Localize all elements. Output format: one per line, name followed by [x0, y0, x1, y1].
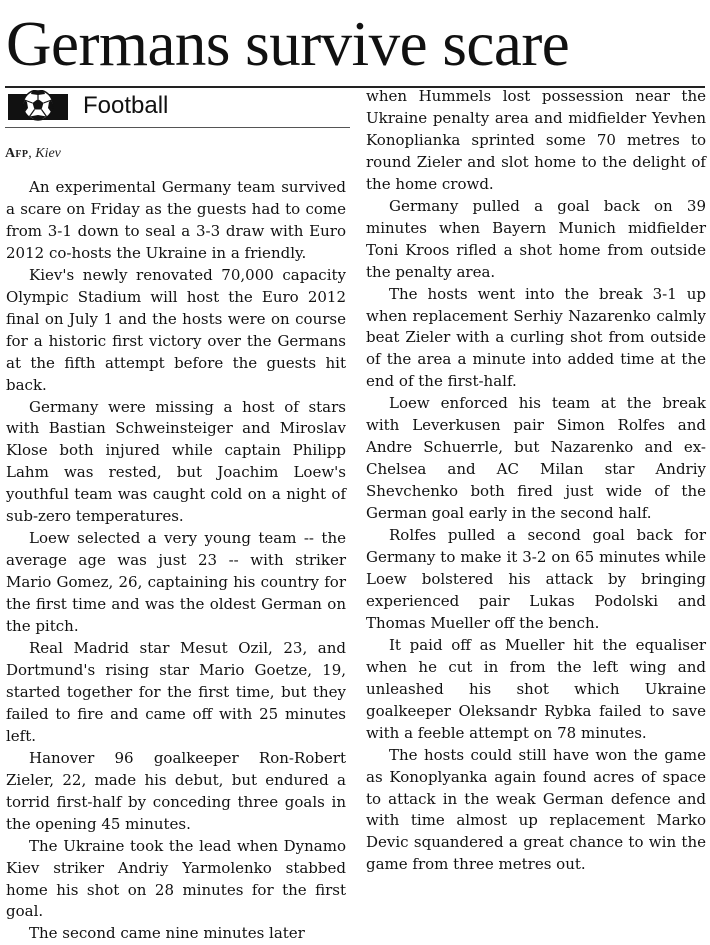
paragraph: It paid off as Mueller hit the equaliser when he cut in from the left wing and unleashed his shot which Ukraine goalkeeper Oleksandr Rybka failed to save with a feeble attempt on 78 minutes. — [366, 635, 706, 742]
paragraph: Germany were missing a host of stars with Bastian Schweinsteiger and Miroslav Klose both injured while captain Philipp Lahm was rested, but Joachim Loew's youthful team was caught cold on a night of sub-zero temperatures. — [6, 397, 346, 526]
paragraph: Hanover 96 goalkeeper Ron-Robert Zieler, 22, made his debut, but endured a torrid first-half by conceding three goals in the opening 45 minutes. — [6, 748, 346, 833]
article-column-right — [366, 86, 706, 876]
headline: Germans survive scare — [6, 9, 570, 79]
paragraph: The hosts went into the break 3-1 up when replacement Serhiy Nazarenko calmly beat Zieler with a curling shot from outside of the area a minute into added time at the end of the first-half. — [366, 284, 706, 391]
section-rule — [5, 127, 350, 128]
byline: Afp, Kiev — [5, 146, 61, 161]
paragraph: Rolfes pulled a second goal back for Germany to make it 3-2 on 65 minutes while Loew bolstered his attack by bringing experienced pair Lukas Podolski and Thomas Mueller off the bench. — [366, 526, 706, 632]
soccer-ball-icon — [8, 90, 68, 122]
paragraph: Real Madrid star Mesut Ozil, 23, and Dortmund's rising star Mario Goetze, 19, started together for the first time, but they failed to fire and came off with 25 minutes left. — [6, 639, 346, 745]
section-tag — [5, 88, 355, 126]
article-column-left — [6, 177, 346, 945]
section-label: Football — [83, 92, 169, 119]
paragraph: Loew selected a very young team -- the average age was just 23 -- with striker Mario Gomez, 26, captaining his country for the first time and was the oldest German on the pitch. — [6, 529, 346, 636]
byline-agency: Afp — [5, 146, 29, 161]
paragraph: The Ukraine took the lead when Dynamo Kiev striker Andriy Yarmolenko stabbed home his shot on 28 minutes for the first goal. — [6, 836, 346, 921]
byline-place: Kiev — [35, 146, 61, 161]
paragraph: Kiev's newly renovated 70,000 capacity Olympic Stadium will host the Euro 2012 final on July 1 and the hosts were on course for a historic first victory over the Germans at the fifth attempt before the guests hit back. — [6, 265, 346, 394]
paragraph: Loew enforced his team at the break with Leverkusen pair Simon Rolfes and Andre Schuerrle, but Nazarenko and ex-Chelsea and AC Milan star Andriy Shevchenko both fired just wide of the German goal early in the second half. — [366, 394, 706, 523]
paragraph: The hosts could still have won the game as Konoplyanka again found acres of space to attack in the weak German defence and with time almost up replacement Marko Devic squandered a great chance to win the game from three metres out. — [366, 745, 706, 874]
paragraph: An experimental Germany team survived a scare on Friday as the guests had to come from 3-1 down to seal a 3-3 draw with Euro 2012 co-hosts the Ukraine in a friendly. — [6, 178, 346, 262]
paragraph: Germany pulled a goal back on 39 minutes when Bayern Munich midfielder Toni Kroos rifled a shot home from outside the penalty area. — [366, 196, 706, 281]
paragraph-start: The second came nine minutes later — [29, 924, 305, 943]
paragraph-continued: when Hummels lost possession near the Ukraine penalty area and midfielder Yevhen Konoplianka sprinted some 70 metres to round Zieler and slot home to the delight of the home crowd. — [366, 87, 706, 193]
